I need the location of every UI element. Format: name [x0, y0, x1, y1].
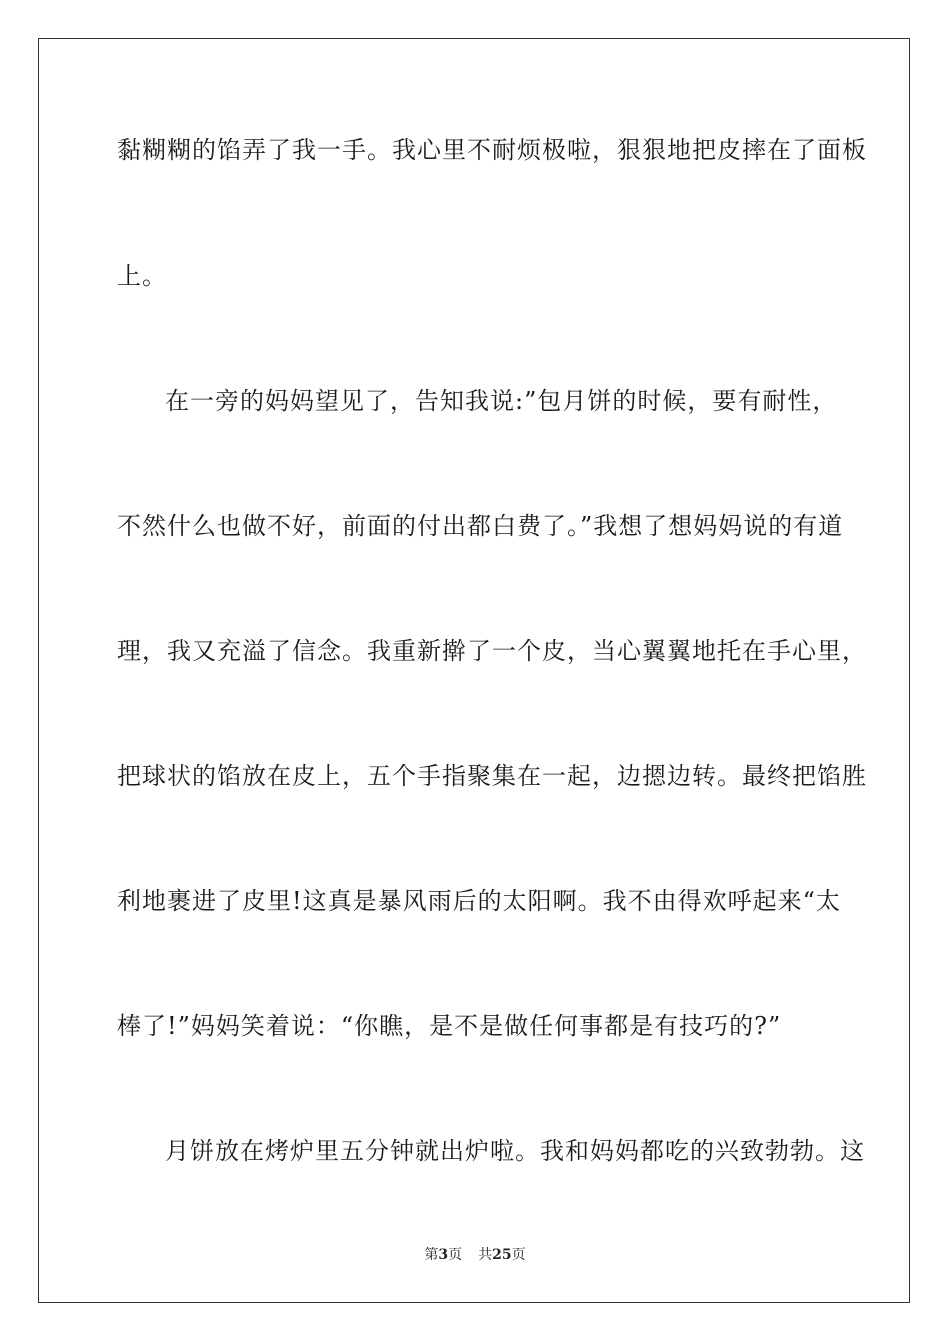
body-text-line: 在一旁的妈妈望见了，告知我说:”包月饼的时候，要有耐性，: [165, 387, 838, 415]
body-text-line: 棒了!”妈妈笑着说：“你瞧，是不是做任何事都是有技巧的?”: [117, 1012, 782, 1040]
page-suffix: 页: [448, 1247, 463, 1263]
body-text-line: 黏糊糊的馅弄了我一手。我心里不耐烦极啦，狠狠地把皮摔在了面板: [117, 136, 867, 164]
page-prefix: 第: [424, 1247, 439, 1263]
body-text-line: 月饼放在烤炉里五分钟就出炉啦。我和妈妈都吃的兴致勃勃。这: [165, 1137, 865, 1165]
body-text-line: 理，我又充溢了信念。我重新擀了一个皮，当心翼翼地托在手心里，: [117, 637, 867, 665]
page-number: 3: [438, 1247, 449, 1263]
body-text-line: 把球状的馅放在皮上，五个手指聚集在一起，边摁边转。最终把馅胜: [117, 762, 867, 790]
total-pages: 25: [492, 1247, 512, 1263]
total-suffix: 页: [511, 1247, 526, 1263]
page-footer: [0, 1245, 950, 1265]
body-text-line: 上。: [117, 262, 167, 290]
body-text-line: 利地裹进了皮里!这真是暴风雨后的太阳啊。我不由得欢呼起来“太: [117, 887, 841, 915]
total-prefix: 共: [478, 1247, 493, 1263]
body-text-line: 不然什么也做不好，前面的付出都白费了。”我想了想妈妈说的有道: [117, 512, 844, 540]
